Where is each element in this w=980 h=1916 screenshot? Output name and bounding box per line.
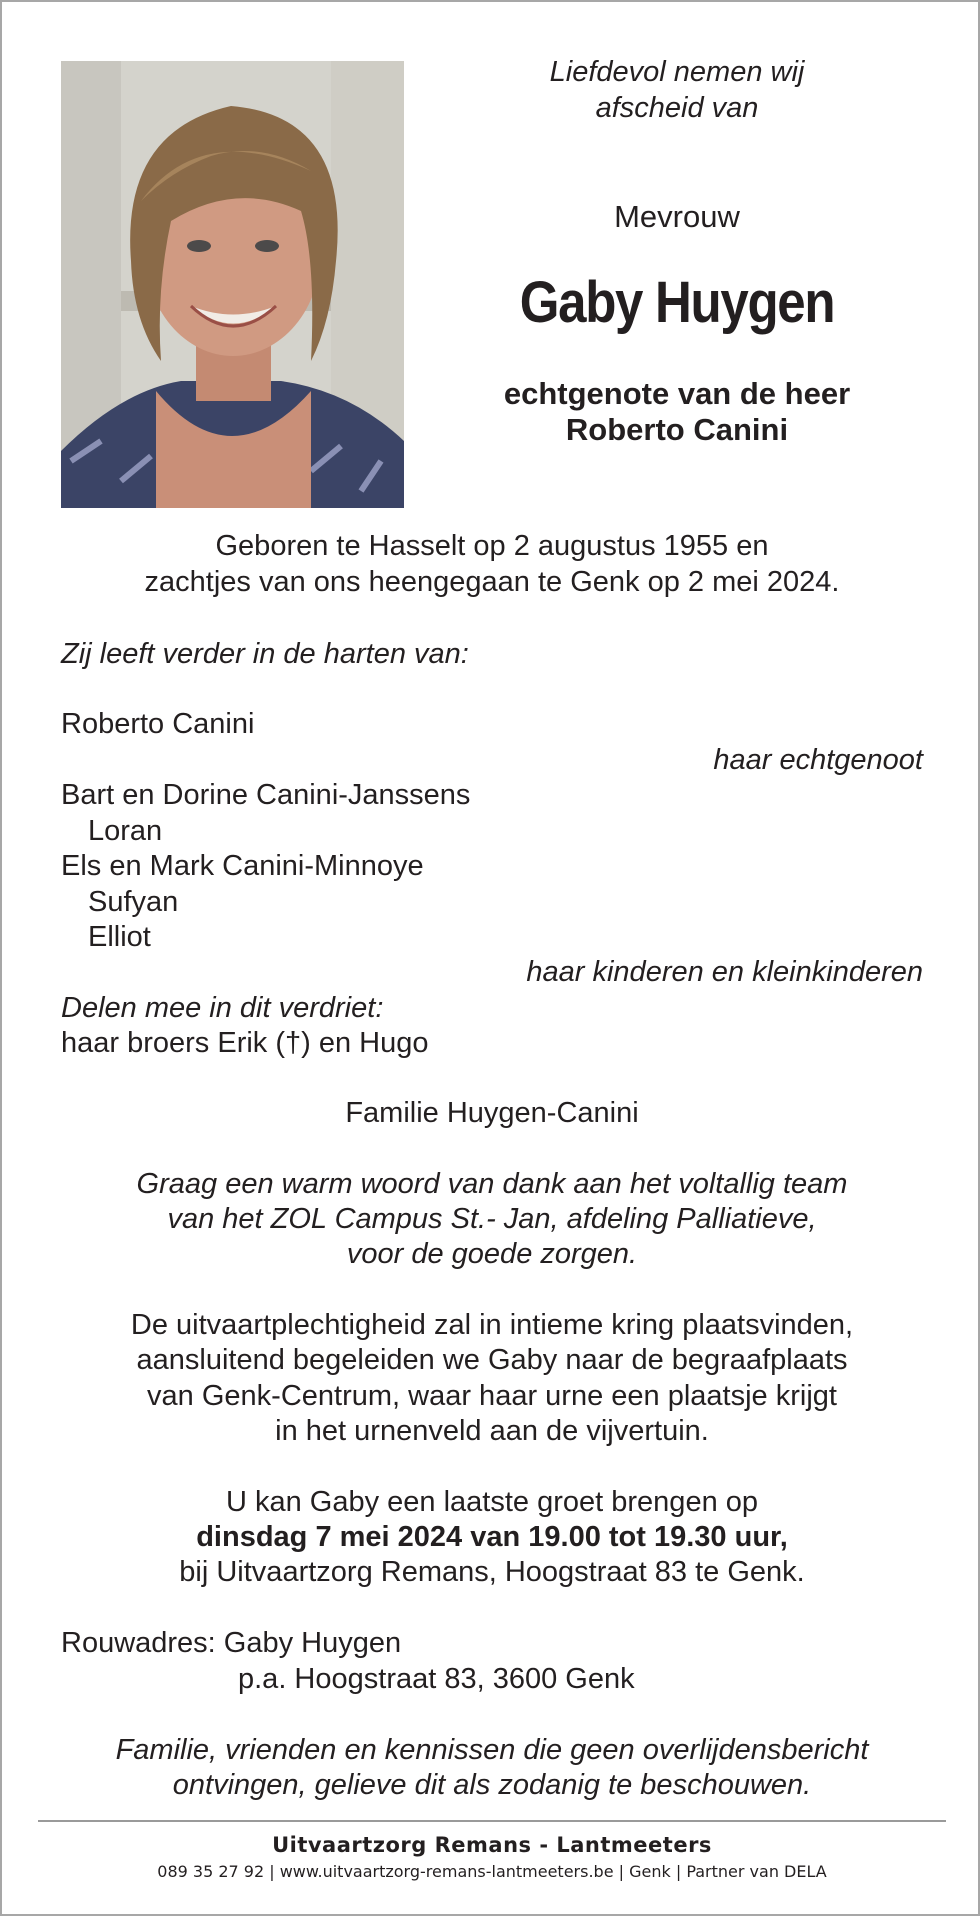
- deceased-name: Gaby Huygen: [519, 270, 835, 335]
- grandchild-1: Loran: [88, 815, 163, 847]
- visit-line-2: dinsdag 7 mei 2024 van 19.00 tot 19.30 uur,: [196, 1521, 788, 1553]
- birth-line: Geboren te Hasselt op 2 augustus 1955 en: [215, 530, 769, 562]
- intro-line-1: Liefdevol nemen wij: [549, 56, 805, 88]
- footer-contact: 089 35 27 92 | www.uitvaartzorg-remans-lantmeeters.be | Genk | Partner van DELA: [157, 1862, 827, 1881]
- siblings: haar broers Erik (†) en Hugo: [61, 1027, 429, 1059]
- intro-line-2: afscheid van: [595, 92, 759, 124]
- ceremony-line-1: De uitvaartplechtigheid zal in intieme kring plaatsvinden,: [130, 1309, 854, 1341]
- address-line-2: p.a. Hoogstraat 83, 3600 Genk: [238, 1663, 635, 1695]
- spouse-role: haar echtgenoot: [713, 744, 923, 776]
- family-name: Familie Huygen-Canini: [345, 1097, 639, 1129]
- spouse-name: Roberto Canini: [61, 708, 255, 740]
- notice-line-2: ontvingen, gelieve dit als zodanig te beschouwen.: [172, 1769, 812, 1801]
- thanks-line-1: Graag een warm woord van dank aan het voltallig team: [136, 1168, 848, 1200]
- visit-line-1: U kan Gaby een laatste groet brengen op: [225, 1486, 759, 1518]
- share-heading: Delen mee in dit verdriet:: [61, 992, 384, 1024]
- ceremony-line-2: aansluitend begeleiden we Gaby naar de begraafplaats: [136, 1344, 848, 1376]
- grandchild-2: Sufyan: [88, 886, 179, 918]
- address-line-1: Rouwadres: Gaby Huygen: [61, 1627, 402, 1659]
- spouse-line-2: Roberto Canini: [565, 412, 789, 447]
- footer-company: Uitvaartzorg Remans - Lantmeeters: [272, 1833, 712, 1857]
- thanks-line-3: voor de goede zorgen.: [346, 1238, 638, 1270]
- ceremony-line-4: in het urnenveld aan de vijvertuin.: [275, 1415, 709, 1447]
- spouse-line-1: echtgenote van de heer: [503, 376, 851, 411]
- grandchild-3: Elliot: [88, 921, 151, 953]
- child-1: Bart en Dorine Canini-Janssens: [61, 779, 471, 811]
- death-line: zachtjes van ons heengegaan te Genk op 2 mei 2024.: [144, 566, 840, 598]
- footer-divider: [38, 1820, 946, 1822]
- ceremony-line-3: van Genk-Centrum, waar haar urne een plaatsje krijgt: [147, 1380, 837, 1412]
- notice-line-1: Familie, vrienden en kennissen die geen overlijdensbericht: [115, 1734, 869, 1766]
- thanks-line-2: van het ZOL Campus St.- Jan, afdeling Palliatieve,: [167, 1203, 817, 1235]
- portrait-photo: [61, 61, 404, 508]
- visit-line-3: bij Uitvaartzorg Remans, Hoogstraat 83 te Genk.: [179, 1556, 805, 1588]
- honorific: Mevrouw: [614, 199, 740, 234]
- lives-on-heading: Zij leeft verder in de harten van:: [61, 638, 469, 670]
- children-role: haar kinderen en kleinkinderen: [526, 956, 923, 988]
- child-2: Els en Mark Canini-Minnoye: [61, 850, 424, 882]
